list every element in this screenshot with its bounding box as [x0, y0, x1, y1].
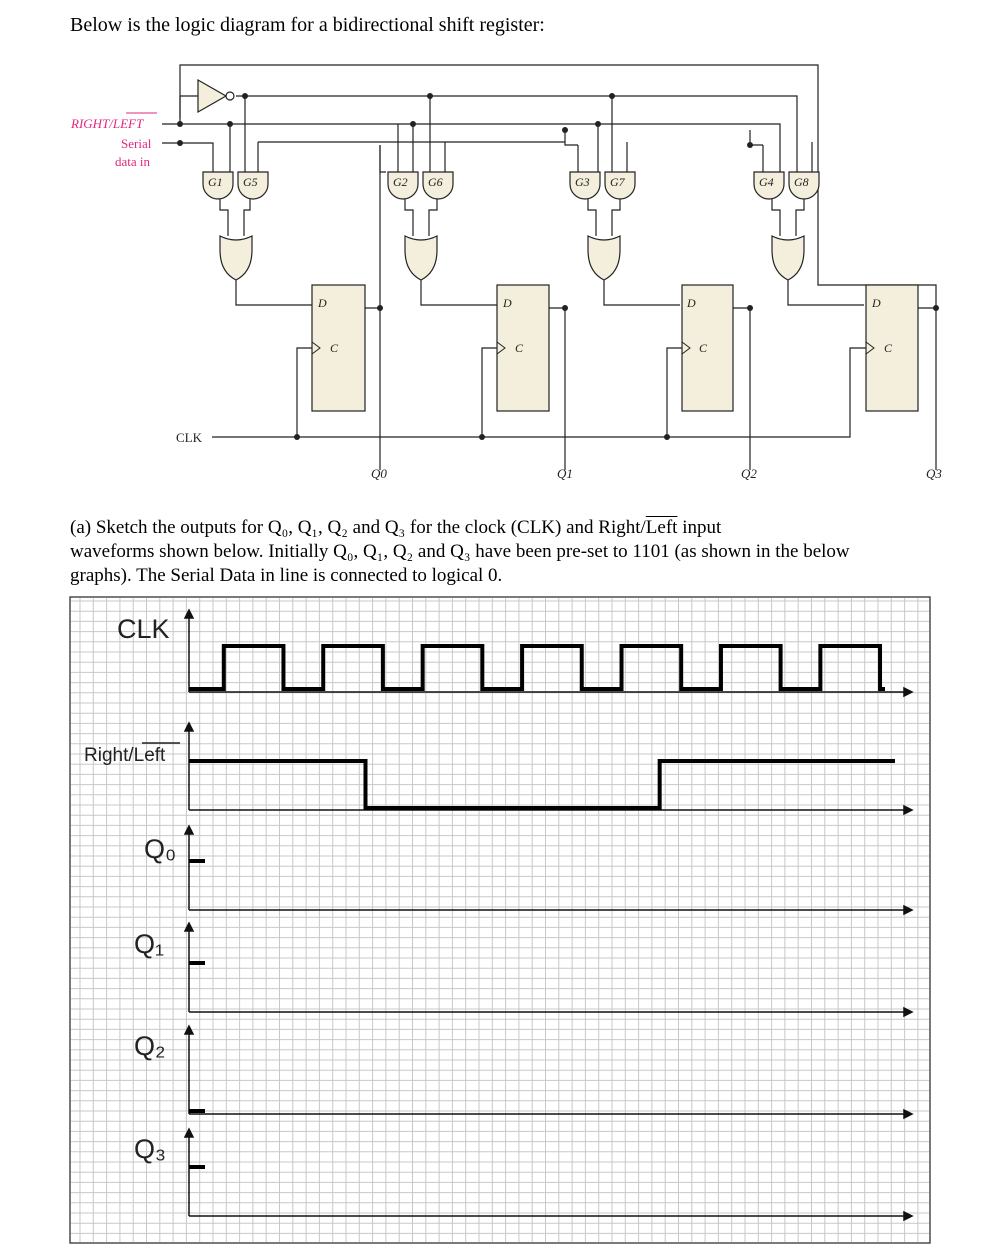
gate-label: G3: [575, 175, 590, 189]
timing-label-q3: Q₃: [134, 1134, 166, 1164]
ff-d-label: D: [318, 296, 327, 310]
wire-right-left: [162, 124, 780, 172]
or-gate: [220, 236, 252, 280]
gate-label: G5: [243, 175, 258, 189]
gate-label: G7: [610, 175, 625, 189]
data-in-label: data in: [115, 154, 151, 169]
gate-label: G8: [794, 175, 809, 189]
output-label-q1: Q1: [557, 466, 573, 481]
gate-label: G1: [208, 175, 223, 189]
output-label-q3: Q3: [926, 466, 942, 481]
wire-top-loop: [180, 65, 936, 470]
gate-label: G6: [428, 175, 443, 189]
clk-label: CLK: [176, 430, 202, 445]
gate-label: G4: [759, 175, 774, 189]
timing-label-q1: Q₁: [134, 929, 165, 959]
timing-label-q0: Q₀: [144, 834, 177, 864]
logic-diagram: [0, 55, 1004, 505]
ff-c-label: C: [515, 341, 524, 355]
timing-label-right-left: Right/Left: [84, 745, 166, 766]
wire-serial-in: [162, 143, 213, 172]
right-left-label: RIGHT/LEFT: [71, 116, 144, 131]
ff-d-label: D: [872, 296, 881, 310]
gate-label: G2: [393, 175, 408, 189]
inverter-gate: [198, 80, 234, 112]
ff-d-label: D: [503, 296, 512, 310]
or-gate: [405, 236, 437, 280]
ff-c-label: C: [330, 341, 339, 355]
output-label-q2: Q2: [741, 466, 757, 481]
wire-inverted-bus: [236, 96, 797, 172]
ff-d-label: D: [687, 296, 696, 310]
question-text: (a) Sketch the outputs for Q₀, Q₁, Q₂ and Q₃ for the clock (CLK) and Right/Left input waveforms shown below. Initially Q₀, Q₁, Q₂ and Q₃ have been pre-set to 1101 (as shown in the below graphs). The Serial Data in line is connected to logical 0.: [70, 517, 850, 586]
timing-diagram: [0, 596, 1004, 1244]
timing-label-q2: Q₂: [134, 1031, 166, 1061]
ff-c-label: C: [699, 341, 708, 355]
page-title: Below is the logic diagram for a bidirectional shift register:: [70, 14, 545, 36]
or-gate: [772, 236, 804, 280]
timing-label-clk: CLK: [117, 614, 170, 644]
serial-label: Serial: [121, 136, 152, 151]
or-gate: [588, 236, 620, 280]
output-label-q0: Q0: [371, 466, 387, 481]
ff-c-label: C: [884, 341, 893, 355]
